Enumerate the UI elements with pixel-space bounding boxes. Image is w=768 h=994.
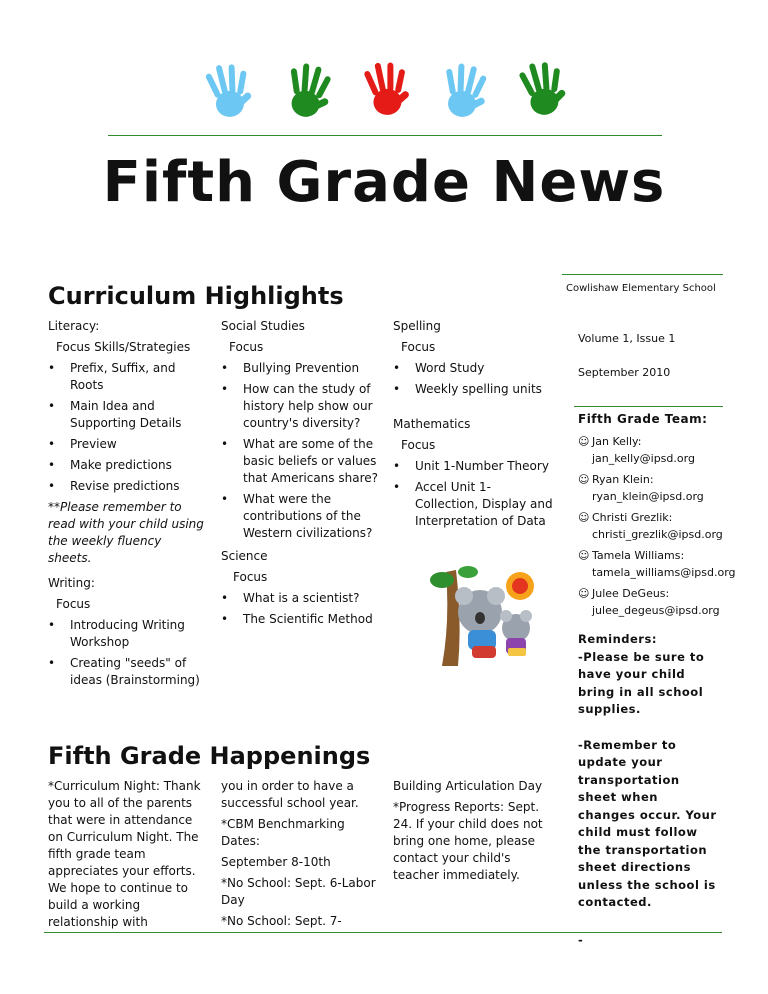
list-item: • Preview	[48, 436, 208, 453]
social-studies-focus: Focus	[229, 340, 264, 354]
mathematics-label: Mathematics	[393, 417, 471, 431]
spelling-list	[393, 360, 553, 398]
team-member	[578, 547, 736, 581]
writing-label: Writing:	[48, 576, 95, 590]
team-list	[578, 433, 736, 623]
curriculum-heading: Curriculum Highlights	[48, 282, 344, 310]
smiley-icon: ☺	[578, 587, 590, 600]
newsletter-title: Fifth Grade News	[102, 150, 666, 215]
writing-list	[48, 617, 208, 689]
reminder-text: -Remember to update your transportation sheet when changes occur. Your child must follow the transportation sheet directions unless the school is contacted.	[578, 737, 717, 909]
spelling-column	[393, 318, 553, 534]
happenings-text: Building Articulation Day	[393, 779, 543, 793]
social-studies-label: Social Studies	[221, 319, 305, 333]
happenings-heading: Fifth Grade Happenings	[48, 742, 371, 770]
happenings-text: *No School: Sept. 6-Labor Day	[221, 876, 376, 907]
team-member-name: Ryan Klein:	[592, 473, 654, 486]
smiley-icon: ☺	[578, 435, 590, 448]
team-member	[578, 585, 728, 619]
reminders-box	[578, 631, 718, 949]
literacy-column	[48, 318, 208, 693]
happenings-text: *No School: Sept. 7-	[221, 914, 342, 928]
spelling-label: Spelling	[393, 319, 441, 333]
team-heading: Fifth Grade Team:	[578, 412, 708, 426]
team-member-name: Jan Kelly:	[592, 435, 642, 448]
team-member-name: Tamela Williams:	[592, 549, 685, 562]
literacy-focus: Focus Skills/Strategies	[56, 340, 191, 354]
list-item: • Make predictions	[48, 457, 208, 474]
happenings-text: September 8-10th	[221, 855, 331, 869]
curriculum-night-text: *Curriculum Night: Thank you to all of the parents that were in attendance on Curriculum Night. The fifth grade team appreciates your efforts. We hope to continue to build a working relationship with	[48, 779, 201, 929]
list-item: • The Scientific Method	[221, 611, 381, 628]
mathematics-list	[393, 458, 553, 530]
science-list	[221, 590, 381, 628]
happenings-column-2	[221, 778, 381, 934]
literacy-label: Literacy:	[48, 319, 100, 333]
sidebar-top-rule	[562, 274, 723, 275]
happenings-column-3	[393, 778, 549, 888]
list-item: • Accel Unit 1-Collection, Display and Interpretation of Data	[393, 479, 553, 530]
list-item: • How can the study of history help show our country's diversity?	[221, 381, 381, 432]
team-member-email[interactable]: julee_degeus@ipsd.org	[592, 604, 720, 617]
happenings-text: you in order to have a successful school year.	[221, 779, 359, 810]
smiley-icon: ☺	[578, 511, 590, 524]
list-item: • Introducing Writing Workshop	[48, 617, 208, 651]
list-item: • Revise predictions	[48, 478, 208, 495]
reminders-heading: Reminders:	[578, 632, 657, 646]
smiley-icon: ☺	[578, 473, 590, 486]
masthead-rule	[108, 135, 662, 136]
list-item: • What are some of the basic beliefs or values that Americans share?	[221, 436, 381, 487]
handprints-icon	[190, 52, 580, 124]
list-item: • Bullying Prevention	[221, 360, 381, 377]
social-studies-column	[221, 318, 381, 632]
team-member-email[interactable]: jan_kelly@ipsd.org	[592, 452, 695, 465]
reading-note: **Please remember to read with your child using the weekly fluency sheets.	[48, 500, 204, 565]
volume-issue: Volume 1, Issue 1	[578, 332, 676, 345]
reminder-text: -Please be sure to have your child bring in all school supplies.	[578, 649, 705, 716]
smiley-icon: ☺	[578, 549, 590, 562]
team-member	[578, 509, 728, 543]
reminder-text: -	[578, 932, 584, 947]
science-focus: Focus	[233, 570, 268, 584]
list-item: • Creating "seeds" of ideas (Brainstorming)	[48, 655, 208, 689]
sidebar-team-rule	[574, 406, 723, 407]
social-studies-list	[221, 360, 381, 542]
koala-clipart-icon	[428, 562, 548, 666]
spelling-focus: Focus	[401, 340, 436, 354]
list-item: • Main Idea and Supporting Details	[48, 398, 208, 432]
list-item: • What were the contributions of the Western civilizations?	[221, 491, 381, 542]
issue-date: September 2010	[578, 366, 671, 379]
science-label: Science	[221, 549, 268, 563]
list-item: • Unit 1-Number Theory	[393, 458, 553, 475]
list-item: • What is a scientist?	[221, 590, 381, 607]
happenings-column-1	[48, 778, 208, 935]
happenings-text: *CBM Benchmarking Dates:	[221, 817, 345, 848]
writing-focus: Focus	[56, 597, 91, 611]
list-item: • Prefix, Suffix, and Roots	[48, 360, 208, 394]
school-name: Cowlishaw Elementary School	[566, 283, 716, 294]
list-item: • Word Study	[393, 360, 553, 377]
team-member-email[interactable]: ryan_klein@ipsd.org	[592, 490, 704, 503]
team-member-name: Christi Grezlik:	[592, 511, 673, 524]
mathematics-focus: Focus	[401, 438, 436, 452]
literacy-list	[48, 360, 208, 495]
team-member	[578, 433, 728, 467]
team-member-name: Julee DeGeus:	[592, 587, 670, 600]
team-member	[578, 471, 728, 505]
team-member-email[interactable]: tamela_williams@ipsd.org	[592, 566, 736, 579]
team-member-email[interactable]: christi_grezlik@ipsd.org	[592, 528, 723, 541]
happenings-text: *Progress Reports: Sept. 24. If your child does not bring one home, please contact your child's teacher immediately.	[393, 800, 543, 882]
footer-rule	[44, 932, 722, 933]
list-item: • Weekly spelling units	[393, 381, 553, 398]
